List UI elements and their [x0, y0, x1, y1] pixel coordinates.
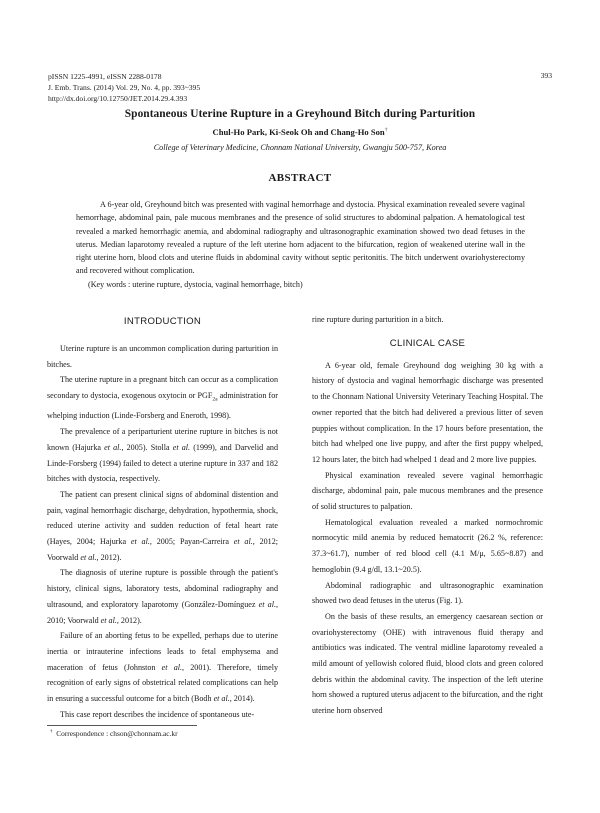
journal-header	[48, 71, 200, 105]
author-names: Chul-Ho Park, Ki-Seok Oh and Chang-Ho Son	[212, 127, 385, 137]
case-paragraph-3: Hematological evaluation revealed a marked normochromic normocytic mild anemia by reduced hematocrit (26.2 %, reference: 37.3~61.7), number of red blood cell (4.1 M/μ, 5.65~8.87) and hemoglobin (9.4 g/dl, 13.1~20.5).	[312, 517, 543, 574]
affiliation: College of Veterinary Medicine, Chonnam National University, Gwangju 500-757, Korea	[153, 143, 447, 152]
intro-paragraph-6: Failure of an aborting fetus to be expelled, perhaps due to uterine inertia or intrauterine infections leads to fetal emphysema and maceration of fetus (Johnston et al., 2001). Therefore, timely recognition of early signs of obstetrical related complications can help in ensuring a successful outcome for a bitch (Bodh et al., 2014).	[47, 631, 278, 704]
left-column	[47, 312, 278, 722]
author-list	[0, 127, 600, 137]
intro-paragraph-2: The uterine rupture in a pregnant bitch can occur as a complication secondary to dystocia, exogenous oxytocin or $PGF_{2a}$ administration for whelping induction (Linde-Forsberg and Eneroth, 1998).	[47, 375, 278, 421]
correspondence-email: Correspondence : chson@chonnam.ac.kr	[56, 729, 178, 738]
keywords: (Key words : uterine rupture, dystocia, vaginal hemorrhage, bitch)	[88, 279, 303, 289]
paper-title: Spontaneous Uterine Rupture in a Greyhound Bitch during Parturition	[124, 108, 476, 120]
right-column	[312, 312, 543, 719]
issn-line: pISSN 1225-4991, eISSN 2288-0178	[48, 72, 162, 81]
correspondence-footnote	[50, 729, 178, 738]
abstract-heading: ABSTRACT	[268, 172, 332, 184]
case-paragraph-4: Abdominal radiographic and ultrasonographic examination showed two dead fetuses in the uterus (Fig. 1).	[312, 580, 543, 606]
intro-paragraph-7: This case report describes the incidence of spontaneous ute-	[60, 709, 255, 719]
case-paragraph-2: Physical examination revealed severe vaginal hemorrhagic discharge, abdominal pain, pale mucous membranes and the presence of solid structures to palpation.	[312, 470, 543, 512]
intro-paragraph-7-continued: rine rupture during parturition in a bitch.	[312, 315, 444, 324]
footnote-mark: †	[50, 729, 53, 735]
doi-link[interactable]: http://dx.doi.org/10.12750/JET.2014.29.4.393	[48, 94, 188, 104]
intro-paragraph-1: Uterine rupture is an uncommon complication during parturition in bitches.	[47, 344, 278, 369]
page-number: 393	[540, 71, 552, 80]
intro-paragraph-5: The diagnosis of uterine rupture is possible through the patient's history, clinical signs, laboratory tests, abdominal radiography and ultrasound, and exploratory laparotomy (González-Domínguez et al., 2010; Voorwald et al., 2012).	[47, 568, 279, 625]
corresponding-author-mark: †	[384, 127, 388, 134]
introduction-heading: INTRODUCTION	[123, 316, 202, 327]
abstract-text: A 6-year old, Greyhound bitch was presented with vaginal hemorrhage and dystocia. Physical examination revealed severe vaginal hemorrhage, abdominal pain, pale mucous membranes and the presence of solid structures to abdominal palpation. A hematological test revealed a marked hemorrhagic anemia, and abdominal radiography and ultrasonographic examination showed two dead fetuses in the uterus. Median laparotomy revealed a rupture of the left uterine horn adjacent to the bifurcation, region of weakened uterine wall in the right uterine horn, blood clots and uterine fluids in abdominal cavity without septic peritonitis. The bitch underwent ovariohysterectomy and recovered without complication.	[76, 200, 525, 276]
abstract-block	[76, 198, 525, 291]
clinical-case-heading: CLINICAL CASE	[389, 337, 466, 349]
case-paragraph-5: On the basis of these results, an emergency caesarean section or ovariohysterectomy (OHE) with intravenous fluid therapy and antibiotics was indicated. The ventral midline laparotomy revealed a mild amount of yellowish colored fluid, blood clots and green colored debris within the abdominal cavity. The inspection of the left uterine horn showed a ruptured uterus adjacent to the bifurcation, and the right uterine horn observed	[312, 611, 543, 716]
footnote-divider	[47, 725, 197, 726]
case-paragraph-1: A 6-year old, female Greyhound dog weighing 30 kg with a history of dystocia and vaginal hemorrhagic discharge was presented to the Chonnam National University Veterinary Teaching Hospital. The owner reported that the bitch had delivered a previous litter of seven puppies without complication. In the 17 hours before presentation, the bitch had whelped one live puppy, and after the first puppy whelped, 12 hours later, the bitch had whelped 1 dead and 2 more live puppies.	[312, 360, 543, 464]
journal-citation-line: J. Emb. Trans. (2014) Vol. 29, No. 4, pp. 393~395	[48, 83, 201, 93]
intro-paragraph-4: The patient can present clinical signs of abdominal distention and pain, vaginal hemorrhagic discharge, dehydration, hypothermia, shock, reduced uterine activity and sudden reduction of fetal heart rate (Hayes, 2004; Hajurka et al., 2005; Payan-Carreira et al., 2012; Voorwald et al., 2012).	[47, 489, 279, 562]
intro-paragraph-3: The prevalence of a periparturient uterine rupture in bitches is not known (Hajurka et al., 2005). Stolla et al. (1999), and Darvelid and Linde-Forsberg (1994) failed to detect a uterine rupture in 337 and 182 bitches with dystocia, respectively.	[47, 427, 279, 484]
